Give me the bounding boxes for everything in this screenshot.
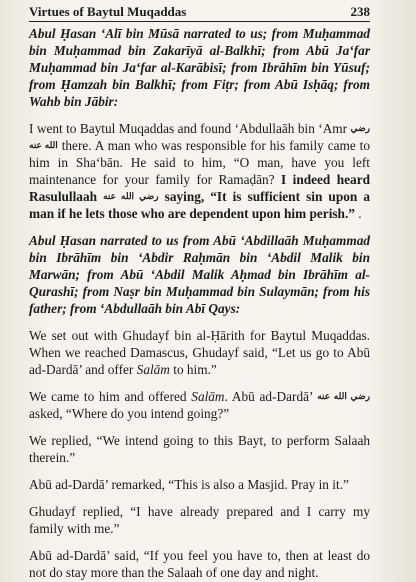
salutation-glyph: رضي الله عنه <box>29 123 370 150</box>
narration-paragraph-1: I went to Baytul Muqaddas and found ‘Abdullaāh bin ‘Amr رضي الله عنه there. A man who was responsible for his family came to him in Sha‘bān. He said to him, “O man, have you left maintenance for your family for Ramaḍān? I indeed heard Rasulullaah رضي الله عنه saying, “It is sufficient sin upon a man if he lets those who are dependent upon him perish.” . <box>29 121 371 221</box>
italic-term-salam: Salām <box>136 362 170 377</box>
isnad-chain-2: Abul Ḥasan narrated to us from Abū ‘Abdillaāh Muḥammad bin Ibrāhīm bin ‘Abdir Raḥmān bin ‘Abdil Malik bin Marwān; from Abū ‘Abdil Malik Aḥmad bin Ibrāhīm al-Qurashī; from Naṣr bin Muḥammad bin Sulaymān; from his father; from ‘Abdullaāh bin Abī Qays: <box>29 233 370 316</box>
page-edge-shadow <box>372 0 416 582</box>
narration-paragraph-7: Abū ad-Dardā’ said, “If you feel you have to, then at least do not do stay more than the Salaah of one day and night. <box>29 548 370 580</box>
page-header <box>29 4 370 22</box>
salutation-glyph-prophet: رضي الله عنه <box>103 191 159 201</box>
narration-paragraph-6: Ghudayf replied, “I have already prepared and I carry my family with me.” <box>29 504 370 536</box>
running-title: Virtues of Baytul Muqaddas <box>29 4 187 19</box>
hadith-quote: I indeed heard Rasulullaah رضي الله عنه saying, “It is sufficient sin upon a man if he lets those who are dependent upon him perish.” <box>29 172 371 221</box>
narration-paragraph-5: Abū ad-Dardā’ remarked, “This is also a Masjid. Pray in it.” <box>29 477 349 492</box>
salutation-glyph-2: رضي الله عنه <box>317 391 370 401</box>
page-body <box>29 25 370 581</box>
narration-paragraph-2: We set out with Ghudayf bin al-Ḥārith for Baytul Muqaddas. When we reached Damascus, Ghudayf said, “Let us go to Abū ad-Dardā’ and offer Salām to him.” <box>29 328 370 377</box>
italic-term-salam-2: Salām <box>191 389 225 404</box>
page-number: 238 <box>350 4 370 19</box>
narration-paragraph-3: We came to him and offered Salām. Abū ad-Dardā’ رضي الله عنه asked, “Where do you intend going?” <box>29 389 370 421</box>
isnad-chain-1: Abul Ḥasan ‘Alī bin Mūsā narrated to us; from Muḥammad bin Muḥammad bin Zakarīyā al-Balkhī; from Abū Ja‘far Muḥammad bin Ja‘far al-Karābisī; from Ibrāhīm bin Yūsuf; from Ḥamzah bin Balkhī; from Fiṭr; from Abū Isḥāq; from Wahb bin Jābir: <box>29 26 370 109</box>
narration-paragraph-4: We replied, “We intend going to this Bayt, to perform Salaah therein.” <box>29 433 370 465</box>
